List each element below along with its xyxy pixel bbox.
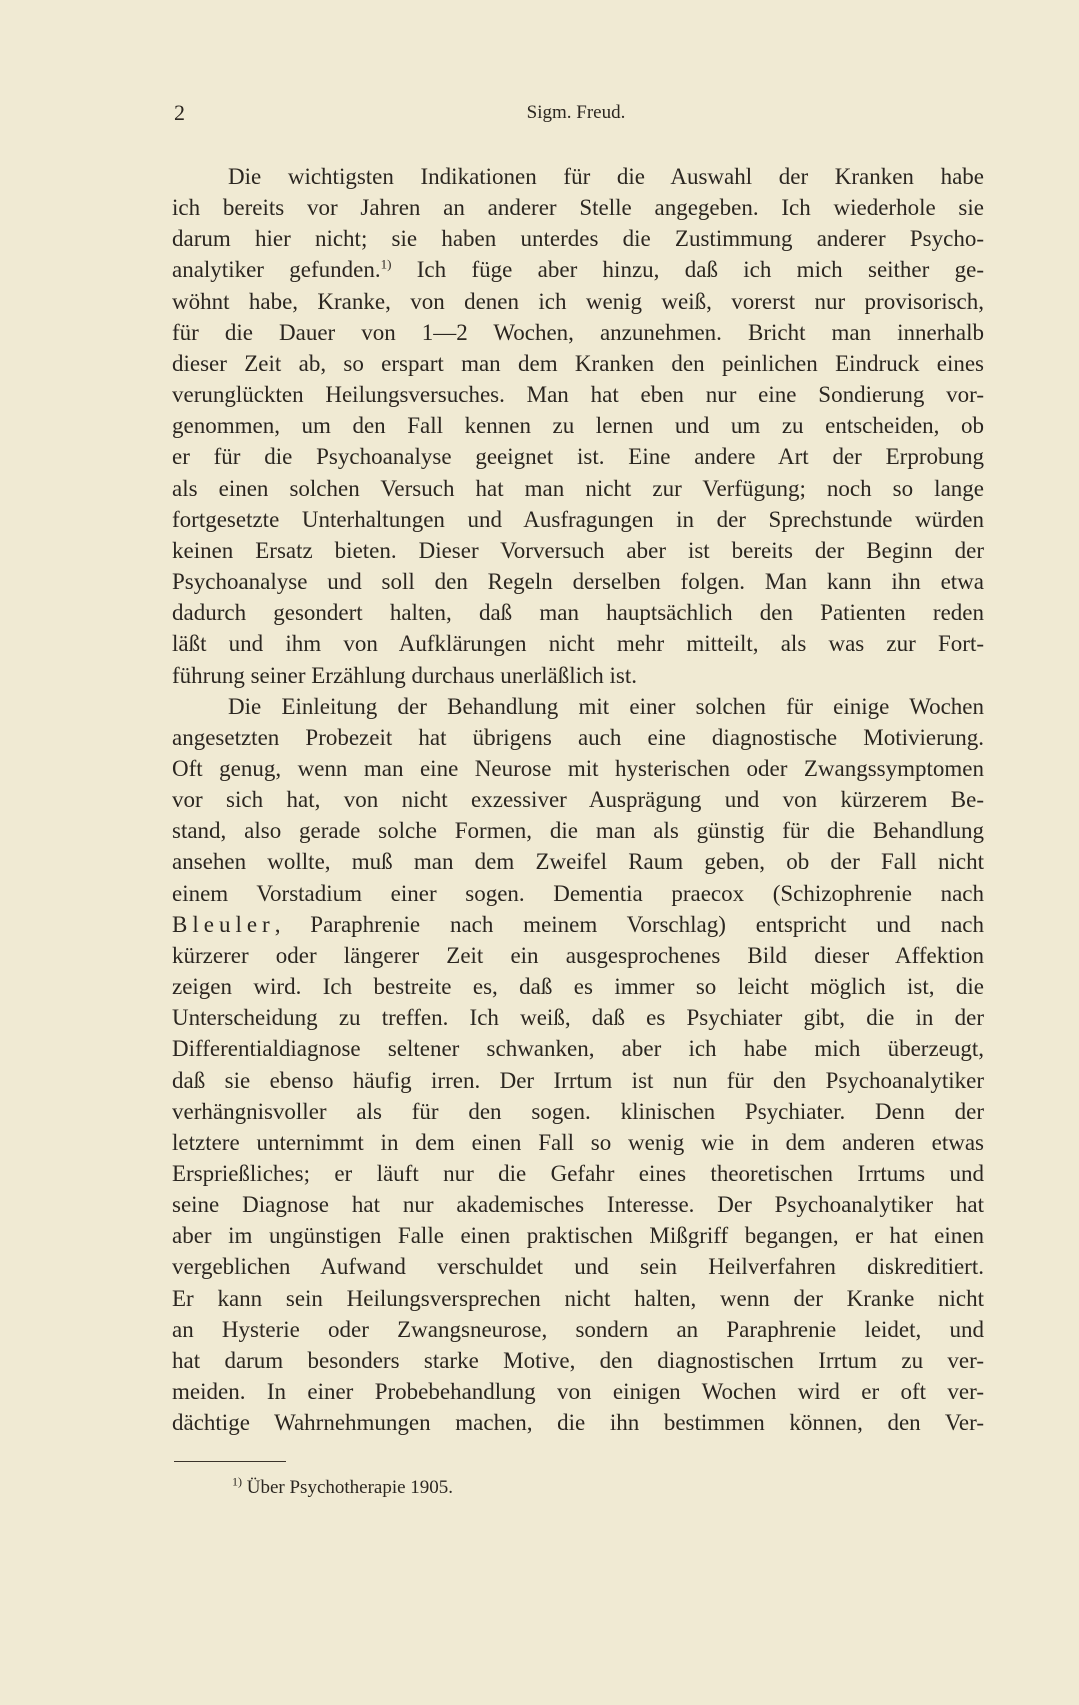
footnote-marker: 1) <box>232 1474 242 1489</box>
text-line: Differentialdiagnose seltener schwanken, aber ich habe mich überzeugt, <box>172 1036 984 1062</box>
text-line: fortgesetzte Unterhaltungen und Ausfragungen in der Sprechstunde würden <box>172 506 984 532</box>
text-line: dadurch gesondert halten, daß man hauptsächlich den Patienten reden <box>172 600 984 626</box>
text-line: daß sie ebenso häufig irren. Der Irrtum ist nun für den Psychoanalytiker <box>172 1067 984 1093</box>
text-segment: , Paraphrenie nach meinem Vorschlag) entspricht und nach <box>274 911 984 937</box>
text-line: an Hysterie oder Zwangsneurose, sondern an Paraphrenie leidet, und <box>172 1316 984 1342</box>
text-line: Die wichtigsten Indikationen für die Auswahl der Kranken habe <box>228 164 984 189</box>
text-line: für die Dauer von 1—2 Wochen, anzunehmen. Bricht man innerhalb <box>172 319 984 345</box>
text-line: verunglückten Heilungsversuches. Man hat eben nur eine Sondierung vor- <box>172 382 984 408</box>
text-line: er für die Psychoanalyse geeignet ist. Eine andere Art der Erprobung <box>172 444 984 470</box>
text-line: seine Diagnose hat nur akademisches Interesse. Der Psychoanalytiker hat <box>172 1192 984 1218</box>
text-line: vor sich hat, von nicht exzessiver Ausprägung und von kürzerem Be- <box>172 787 984 813</box>
page-number: 2 <box>174 100 185 125</box>
text-line: angesetzten Probezeit hat übrigens auch eine diagnostische Motivierung. <box>172 724 984 750</box>
footnote-reference[interactable]: 1) <box>380 256 392 272</box>
running-title: Sigm. Freud. <box>526 102 626 123</box>
text-line: keinen Ersatz bieten. Dieser Vorversuch aber ist bereits der Beginn der <box>172 537 984 563</box>
text-line: zeigen wird. Ich bestreite es, daß es immer so leicht möglich ist, die <box>172 974 984 1000</box>
text-line: Ersprießliches; er läuft nur die Gefahr eines theoretischen Irrtums und <box>172 1161 984 1186</box>
text-line: Psychoanalyse und soll den Regeln derselben folgen. Man kann ihn etwa <box>172 569 984 595</box>
page-header <box>166 100 986 130</box>
text-line: Die Einleitung der Behandlung mit einer solchen für einige Wochen <box>228 693 984 719</box>
text-line: kürzerer oder längerer Zeit ein ausgesprochenes Bild dieser Affektion <box>172 942 984 968</box>
text-line: hat darum besonders starke Motive, den diagnostischen Irrtum zu ver- <box>172 1347 984 1373</box>
text-line: genommen, um den Fall kennen zu lernen und um zu entscheiden, ob <box>172 413 984 439</box>
footnote <box>232 1474 454 1499</box>
text-line <box>172 909 984 940</box>
text-line: Er kann sein Heilungsversprechen nicht halten, wenn der Kranke nicht <box>172 1285 984 1311</box>
text-line: aber im ungünstigen Falle einen praktischen Mißgriff begangen, er hat einen <box>172 1223 984 1249</box>
text-line: führung seiner Erzählung durchaus unerläßlich ist. <box>172 662 637 688</box>
text-line: Oft genug, wenn man eine Neurose mit hysterischen oder Zwangssymptomen <box>172 755 984 781</box>
body-text <box>172 161 984 1438</box>
text-segment: analytiker gefunden. <box>172 257 381 283</box>
text-line: läßt und ihm von Aufklärungen nicht mehr mitteilt, als was zur Fort- <box>172 631 984 657</box>
text-segment: Ich füge aber hinzu, daß ich mich seither ge- <box>391 257 984 283</box>
text-line: meiden. In einer Probebehandlung von einigen Wochen wird er oft ver- <box>172 1379 984 1405</box>
text-line: darum hier nicht; sie haben unterdes die Zustimmung anderer Psycho- <box>172 226 984 252</box>
text-line: dächtige Wahrnehmungen machen, die ihn bestimmen können, den Ver- <box>172 1410 984 1436</box>
text-line <box>172 254 984 285</box>
text-line: dieser Zeit ab, so erspart man dem Kranken den peinlichen Eindruck eines <box>172 350 984 376</box>
text-line: wöhnt habe, Kranke, von denen ich wenig weiß, vorerst nur provisorisch, <box>172 288 984 314</box>
text-line: ich bereits vor Jahren an anderer Stelle angegeben. Ich wiederhole sie <box>172 195 984 221</box>
spaced-name: Bleuler <box>172 911 275 937</box>
text-line: vergeblichen Aufwand verschuldet und sein Heilverfahren diskreditiert. <box>172 1254 984 1280</box>
footnote-text: Über Psychotherapie 1905. <box>242 1477 454 1498</box>
text-line: einem Vorstadium einer sogen. Dementia praecox (Schizophrenie nach <box>172 880 984 906</box>
text-line: Unterscheidung zu treffen. Ich weiß, daß es Psychiater gibt, die in der <box>172 1005 984 1031</box>
text-line: verhängnisvoller als für den sogen. klinischen Psychiater. Denn der <box>172 1098 984 1124</box>
text-line: als einen solchen Versuch hat man nicht zur Verfügung; noch so lange <box>172 475 984 501</box>
text-line: letztere unternimmt in dem einen Fall so wenig wie in dem anderen etwas <box>172 1129 984 1155</box>
footnote-divider <box>174 1461 286 1462</box>
text-line: stand, also gerade solche Formen, die man als günstig für die Behandlung <box>172 818 984 844</box>
text-line: ansehen wollte, muß man dem Zweifel Raum geben, ob der Fall nicht <box>172 849 984 875</box>
